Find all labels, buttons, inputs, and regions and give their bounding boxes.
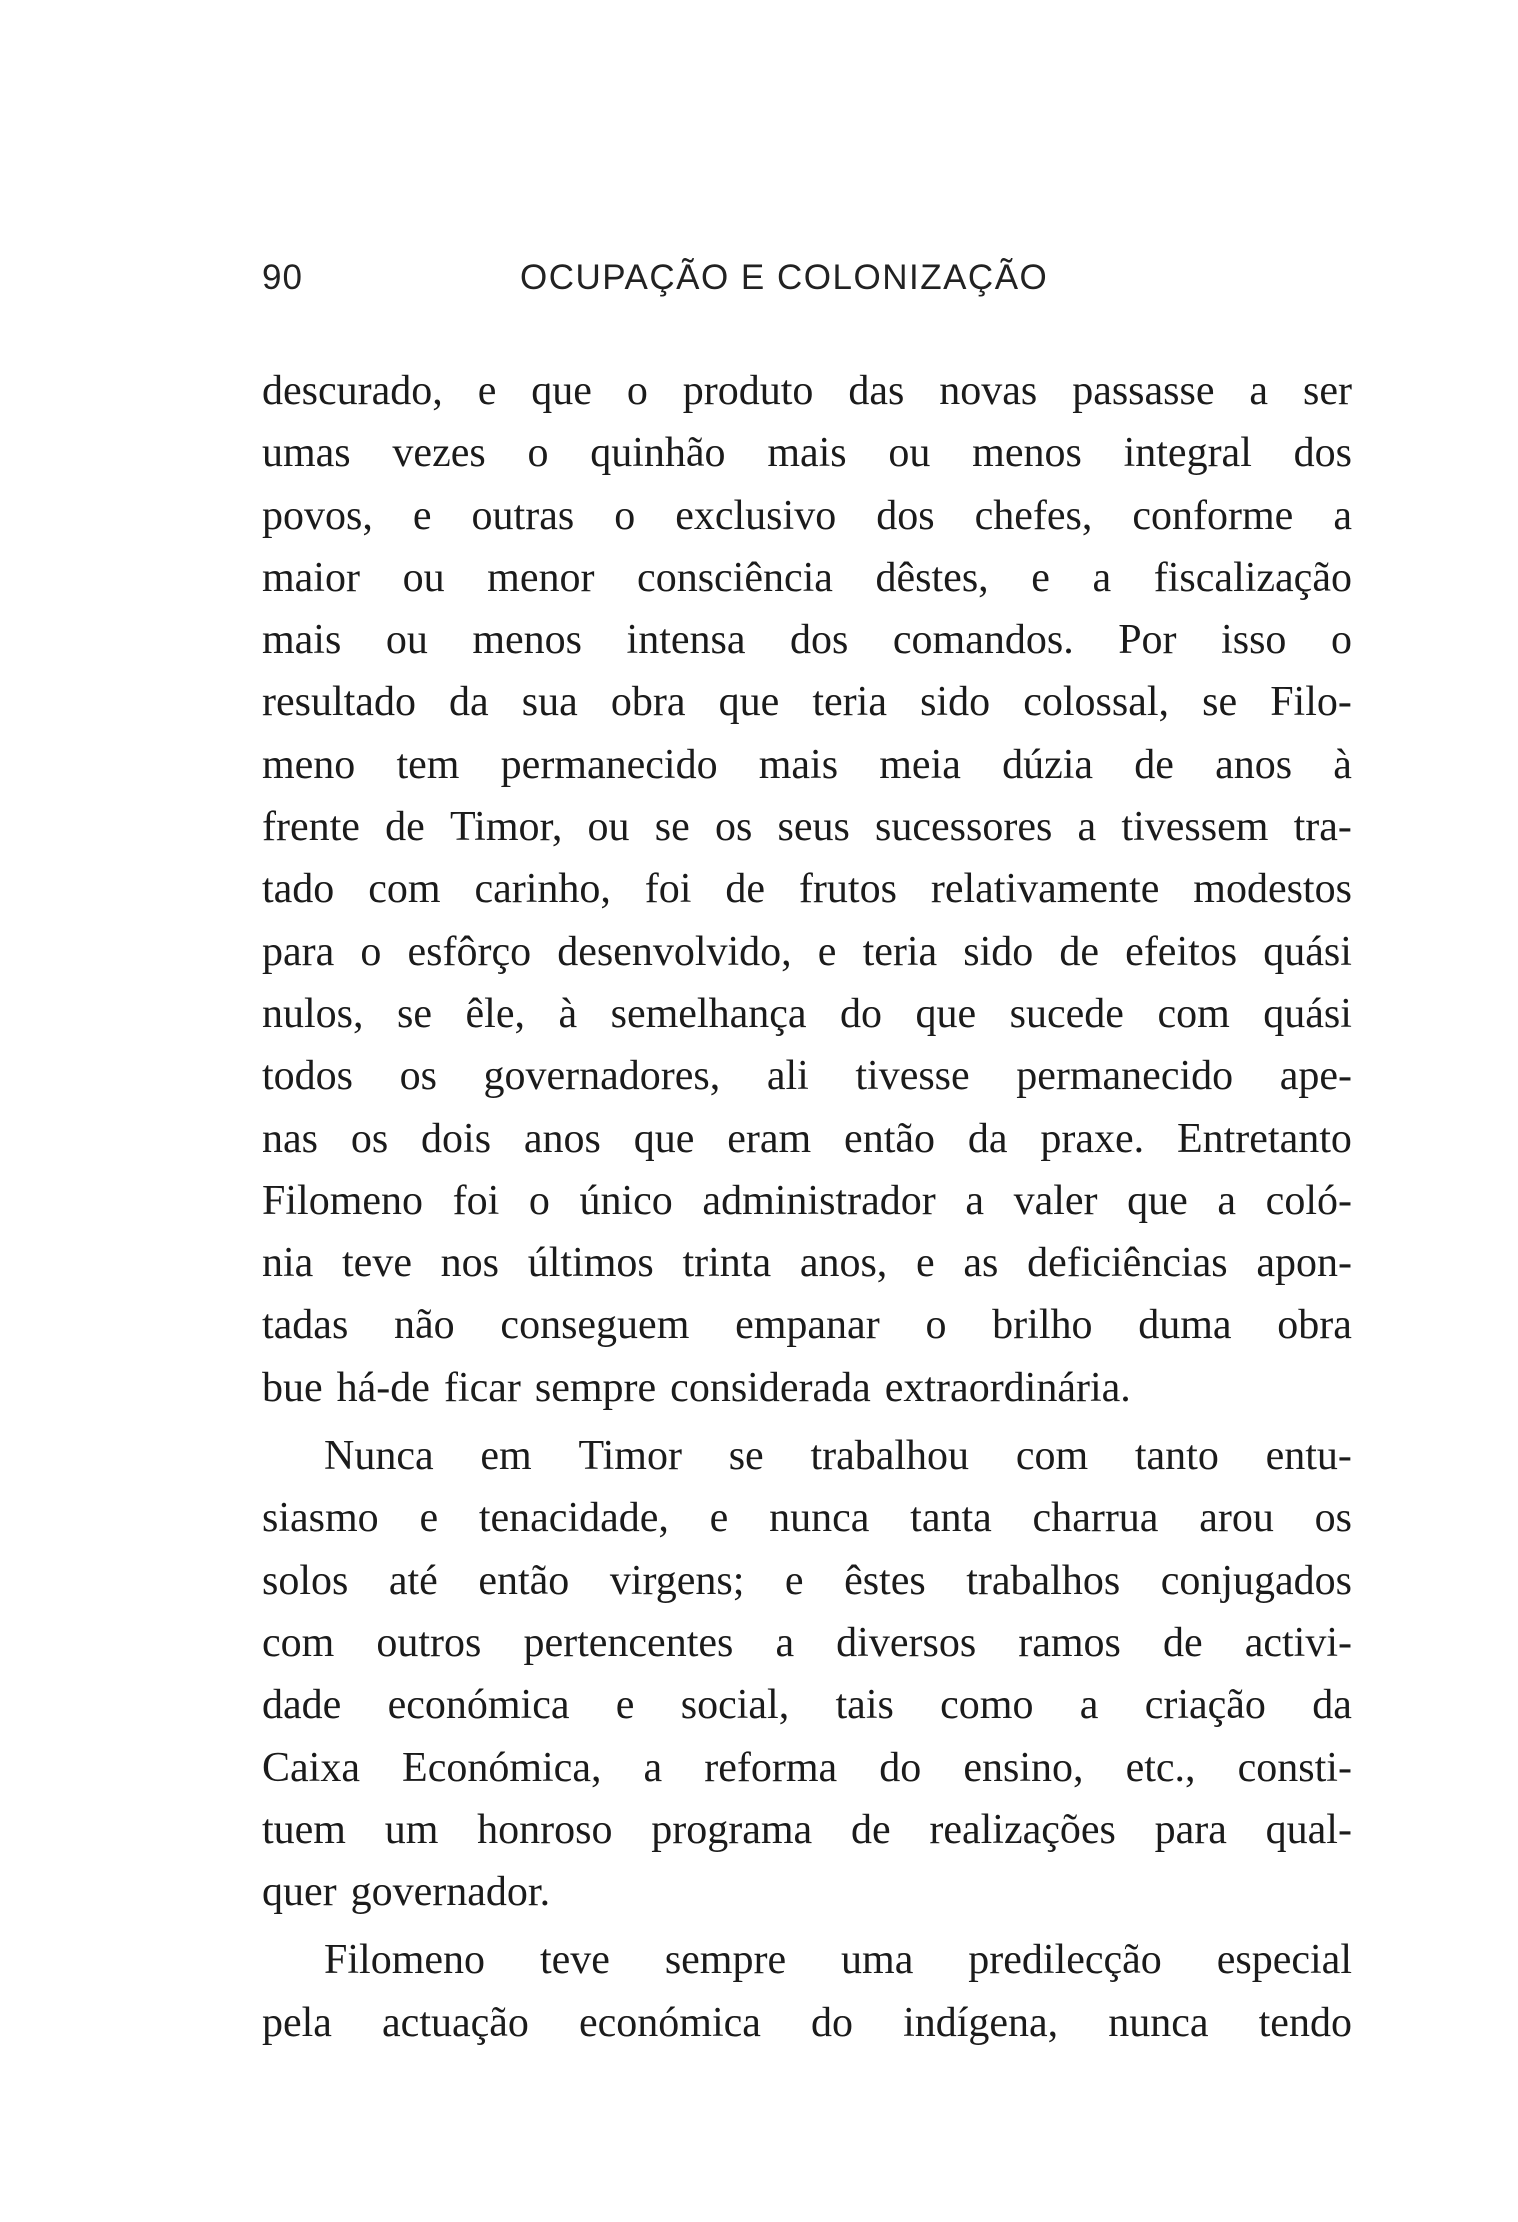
word: sempre	[664, 1937, 787, 1984]
word: governador.	[350, 1869, 551, 1916]
word: dois	[421, 1115, 492, 1162]
word: criação	[1144, 1682, 1266, 1729]
word: económica	[579, 1999, 761, 2046]
word: Filomeno	[262, 1177, 424, 1224]
word: Por	[1118, 617, 1177, 664]
word: especial	[1216, 1937, 1352, 1984]
word: a	[1077, 804, 1097, 851]
word: sido	[963, 928, 1034, 975]
text-line	[262, 422, 1352, 484]
word: com	[368, 866, 441, 913]
running-title: OCUPAÇÃO E COLONIZAÇÃO	[520, 258, 1049, 297]
word: vezes	[392, 430, 486, 477]
word: dade	[262, 1682, 342, 1729]
word: arou	[1199, 1495, 1274, 1542]
word: tendo	[1258, 1999, 1352, 2046]
word: permanecido	[1016, 1053, 1234, 1100]
word: nunca	[769, 1495, 870, 1542]
word: tivessem	[1121, 804, 1269, 851]
word: frente	[262, 804, 360, 851]
text-line	[262, 1612, 1352, 1674]
word: as	[963, 1240, 999, 1287]
word: o	[360, 928, 382, 975]
word: sido	[920, 679, 991, 726]
word: tem	[396, 741, 460, 788]
word: ou	[888, 430, 931, 477]
word: a	[643, 1744, 663, 1791]
word: com	[1015, 1433, 1089, 1480]
paragraph	[262, 1425, 1352, 1923]
word: os	[350, 1115, 389, 1162]
word: frutos	[798, 866, 897, 913]
word: a	[1079, 1682, 1099, 1729]
text-line	[262, 1425, 1352, 1487]
word: ou	[385, 617, 428, 664]
word: conjugados	[1160, 1557, 1352, 1604]
text-line	[262, 983, 1352, 1045]
word: ali	[766, 1053, 809, 1100]
word: a	[1249, 368, 1269, 414]
word: resultado	[262, 679, 416, 726]
text-line	[262, 796, 1352, 858]
word: activi-	[1244, 1619, 1352, 1666]
word: até	[388, 1557, 438, 1604]
word: efeitos	[1125, 928, 1238, 975]
word: se	[728, 1433, 764, 1480]
text-line	[262, 671, 1352, 733]
word: predilecção	[968, 1937, 1162, 1984]
word: mais	[758, 741, 839, 788]
word: de	[850, 1806, 891, 1853]
word: que	[718, 679, 780, 726]
word: à	[558, 990, 578, 1037]
word: social,	[680, 1682, 790, 1729]
word: e	[412, 492, 432, 539]
word: teve	[342, 1240, 412, 1287]
word: anos,	[799, 1240, 888, 1287]
word: para	[1154, 1806, 1227, 1853]
word: quer	[262, 1869, 337, 1916]
word: não	[394, 1302, 455, 1349]
word: teve	[539, 1937, 610, 1984]
word: se	[1202, 679, 1238, 726]
word: único	[579, 1177, 673, 1224]
word: permanecido	[500, 741, 718, 788]
word: da	[449, 679, 489, 726]
text-line	[262, 858, 1352, 920]
word: obra	[610, 679, 686, 726]
text-line	[262, 1294, 1352, 1356]
word: como	[940, 1682, 1034, 1729]
word: económica	[387, 1682, 570, 1729]
word: o	[528, 1177, 550, 1224]
word: dos	[790, 617, 849, 664]
word: sua	[521, 679, 578, 726]
word: considerada	[670, 1364, 871, 1411]
word: exclusivo	[675, 492, 837, 539]
word: ser	[1303, 368, 1352, 414]
word: o	[626, 368, 648, 414]
word: dêstes,	[875, 554, 989, 601]
word: administrador	[702, 1177, 936, 1224]
word: siasmo	[262, 1495, 379, 1542]
word: teria	[862, 928, 938, 975]
word: a	[775, 1619, 795, 1666]
word: os	[714, 804, 753, 851]
word: que	[915, 990, 977, 1037]
word: foi	[452, 1177, 500, 1224]
word: menor	[487, 554, 595, 601]
word: trabalhou	[810, 1433, 970, 1480]
word: dos	[876, 492, 935, 539]
text-line	[262, 1992, 1352, 2054]
word: ramos	[1018, 1619, 1121, 1666]
page-number: 90	[262, 258, 303, 297]
word: de	[1162, 1619, 1203, 1666]
word: indígena,	[903, 1999, 1059, 2046]
text-line	[262, 609, 1352, 671]
word: de	[725, 866, 766, 913]
word: semelhança	[610, 990, 807, 1037]
word: de	[385, 804, 425, 851]
word: e	[477, 368, 497, 414]
word: teria	[812, 679, 887, 726]
word: os	[399, 1053, 437, 1100]
word: nunca	[1108, 1999, 1209, 2046]
word: para	[262, 928, 335, 975]
word: valer	[1013, 1177, 1098, 1224]
word: meia	[879, 741, 961, 788]
word: tra-	[1293, 804, 1352, 851]
text-line	[262, 1487, 1352, 1549]
word: o	[527, 430, 549, 477]
word: de	[1059, 928, 1100, 975]
text-line	[262, 547, 1352, 609]
word: tivesse	[855, 1053, 970, 1100]
word: a	[1217, 1177, 1237, 1224]
word: integral	[1123, 430, 1252, 477]
word: e	[916, 1240, 935, 1287]
word: qual-	[1265, 1806, 1352, 1853]
word: isso	[1221, 617, 1287, 664]
word: quási	[1263, 928, 1352, 975]
word: brilho	[992, 1302, 1093, 1349]
word: de	[1134, 741, 1174, 788]
word: reforma	[704, 1744, 838, 1791]
word: um	[384, 1806, 439, 1853]
word: e	[784, 1557, 804, 1604]
word: a	[965, 1177, 984, 1224]
word: maior	[262, 554, 360, 601]
word: governadores,	[483, 1053, 721, 1100]
word: passasse	[1072, 368, 1215, 414]
running-head	[262, 258, 1352, 308]
word: tuem	[262, 1806, 346, 1853]
word: da	[1312, 1682, 1352, 1729]
text-line	[262, 1232, 1352, 1294]
word: programa	[651, 1806, 813, 1853]
text-line	[262, 1550, 1352, 1612]
word: foi	[644, 866, 692, 913]
word: do	[879, 1744, 922, 1791]
word: menos	[472, 617, 583, 664]
word: nos	[440, 1240, 500, 1287]
word: então	[478, 1557, 570, 1604]
text-line	[262, 1357, 1352, 1419]
word: em	[480, 1433, 532, 1480]
body-text	[262, 360, 1352, 2054]
word: honroso	[477, 1806, 613, 1853]
text-line	[262, 734, 1352, 796]
word: realizações	[929, 1806, 1116, 1853]
word: relativamente	[930, 866, 1160, 913]
text-line	[262, 1674, 1352, 1736]
text-line	[262, 1737, 1352, 1799]
word: deficiências	[1027, 1240, 1228, 1287]
text-line	[262, 1045, 1352, 1107]
word: seus	[777, 804, 850, 851]
word: e	[817, 928, 837, 975]
word: os	[1314, 1495, 1352, 1542]
word: das	[848, 368, 905, 414]
word: mais	[262, 617, 342, 664]
text-line	[262, 1861, 1352, 1923]
word: do	[840, 990, 883, 1037]
word: Nunca	[324, 1433, 434, 1480]
word: quinhão	[590, 430, 726, 477]
word: descurado,	[262, 368, 443, 414]
word: produto	[682, 368, 814, 414]
word: outras	[471, 492, 575, 539]
word: anos	[1215, 741, 1293, 788]
word: o	[1330, 617, 1352, 664]
word: o	[925, 1302, 947, 1349]
word: da	[967, 1115, 1008, 1162]
word: consti-	[1237, 1744, 1352, 1791]
word: sucede	[1009, 990, 1124, 1037]
text-line	[262, 360, 1352, 422]
word: praxe.	[1040, 1115, 1145, 1162]
word: últimos	[527, 1240, 654, 1287]
word: ficar	[443, 1364, 521, 1411]
word: conforme	[1132, 492, 1294, 539]
word: Filo-	[1270, 679, 1352, 726]
word: extraordinária.	[884, 1364, 1131, 1411]
word: apon-	[1256, 1240, 1352, 1287]
text-line	[262, 1929, 1352, 1991]
word: fiscalização	[1153, 554, 1352, 601]
word: pela	[262, 1999, 332, 2046]
word: ou	[402, 554, 445, 601]
word: consciência	[637, 554, 833, 601]
word: nas	[262, 1115, 318, 1162]
word: chefes,	[974, 492, 1093, 539]
word: que	[531, 368, 592, 414]
word: meno	[262, 741, 356, 788]
word: coló-	[1265, 1177, 1352, 1224]
word: trinta	[682, 1240, 772, 1287]
word: ou	[587, 804, 630, 851]
word: e	[1031, 554, 1050, 601]
word: tado	[262, 866, 335, 913]
word: tanta	[910, 1495, 992, 1542]
word: que	[1127, 1177, 1188, 1224]
word: empanar	[735, 1302, 880, 1349]
word: solos	[262, 1557, 349, 1604]
text-line	[262, 1108, 1352, 1170]
word: e	[709, 1495, 729, 1542]
word: carinho,	[474, 866, 611, 913]
word: obra	[1277, 1302, 1352, 1349]
word: desenvolvido,	[557, 928, 792, 975]
word: quási	[1263, 990, 1352, 1037]
word: Timor	[578, 1433, 682, 1480]
word: o	[614, 492, 636, 539]
text-line	[262, 1170, 1352, 1232]
word: Timor,	[450, 804, 563, 851]
word: nulos,	[262, 990, 364, 1037]
word: tanto	[1134, 1433, 1219, 1480]
word: ensino,	[963, 1744, 1084, 1791]
word: êle,	[465, 990, 525, 1037]
word: comandos.	[892, 617, 1074, 664]
word: do	[810, 1999, 853, 2046]
paragraph	[262, 360, 1352, 1419]
word: colossal,	[1023, 679, 1169, 726]
word: conseguem	[500, 1302, 690, 1349]
word: novas	[939, 368, 1038, 414]
word: com	[1157, 990, 1230, 1037]
word: Filomeno	[324, 1937, 486, 1984]
word: menos	[972, 430, 1082, 477]
word: que	[633, 1115, 695, 1162]
word: sempre	[534, 1364, 657, 1411]
word: a	[1092, 554, 1112, 601]
word: ape-	[1279, 1053, 1352, 1100]
word: êstes	[844, 1557, 926, 1604]
word: charrua	[1032, 1495, 1159, 1542]
word: entu-	[1265, 1433, 1352, 1480]
word: povos,	[262, 492, 373, 539]
word: pertencentes	[523, 1619, 734, 1666]
word: e	[615, 1682, 635, 1729]
word: e	[419, 1495, 439, 1542]
text-line	[262, 921, 1352, 983]
word: tadas	[262, 1302, 349, 1349]
word: diversos	[836, 1619, 977, 1666]
word: Caixa	[262, 1744, 360, 1791]
word: se	[397, 990, 433, 1037]
word: uma	[841, 1937, 914, 1984]
word: dos	[1293, 430, 1352, 477]
word: bue	[262, 1364, 323, 1411]
word: duma	[1138, 1302, 1232, 1349]
word: trabalhos	[966, 1557, 1121, 1604]
word: tenacidade,	[478, 1495, 669, 1542]
word: a	[1333, 492, 1352, 539]
text-line	[262, 1799, 1352, 1861]
word: actuação	[382, 1999, 529, 2046]
word: todos	[262, 1053, 354, 1100]
word: virgens;	[609, 1557, 745, 1604]
word: Entretanto	[1176, 1115, 1352, 1162]
word: eram	[727, 1115, 812, 1162]
word: mais	[767, 430, 847, 477]
word: modestos	[1193, 866, 1352, 913]
word: Económica,	[402, 1744, 602, 1791]
word: sucessores	[875, 804, 1053, 851]
word: à	[1333, 741, 1352, 788]
word: dúzia	[1002, 741, 1094, 788]
word: então	[844, 1115, 935, 1162]
word: com	[262, 1619, 335, 1666]
word: intensa	[626, 617, 746, 664]
word: se	[654, 804, 690, 851]
word: anos	[523, 1115, 601, 1162]
word: etc.,	[1125, 1744, 1196, 1791]
word: umas	[262, 430, 351, 477]
word: outros	[376, 1619, 482, 1666]
paragraph	[262, 1929, 1352, 2054]
word: há-de	[336, 1364, 430, 1411]
word: nia	[262, 1240, 314, 1287]
word: esfôrço	[407, 928, 532, 975]
word: tais	[835, 1682, 894, 1729]
text-line	[262, 485, 1352, 547]
